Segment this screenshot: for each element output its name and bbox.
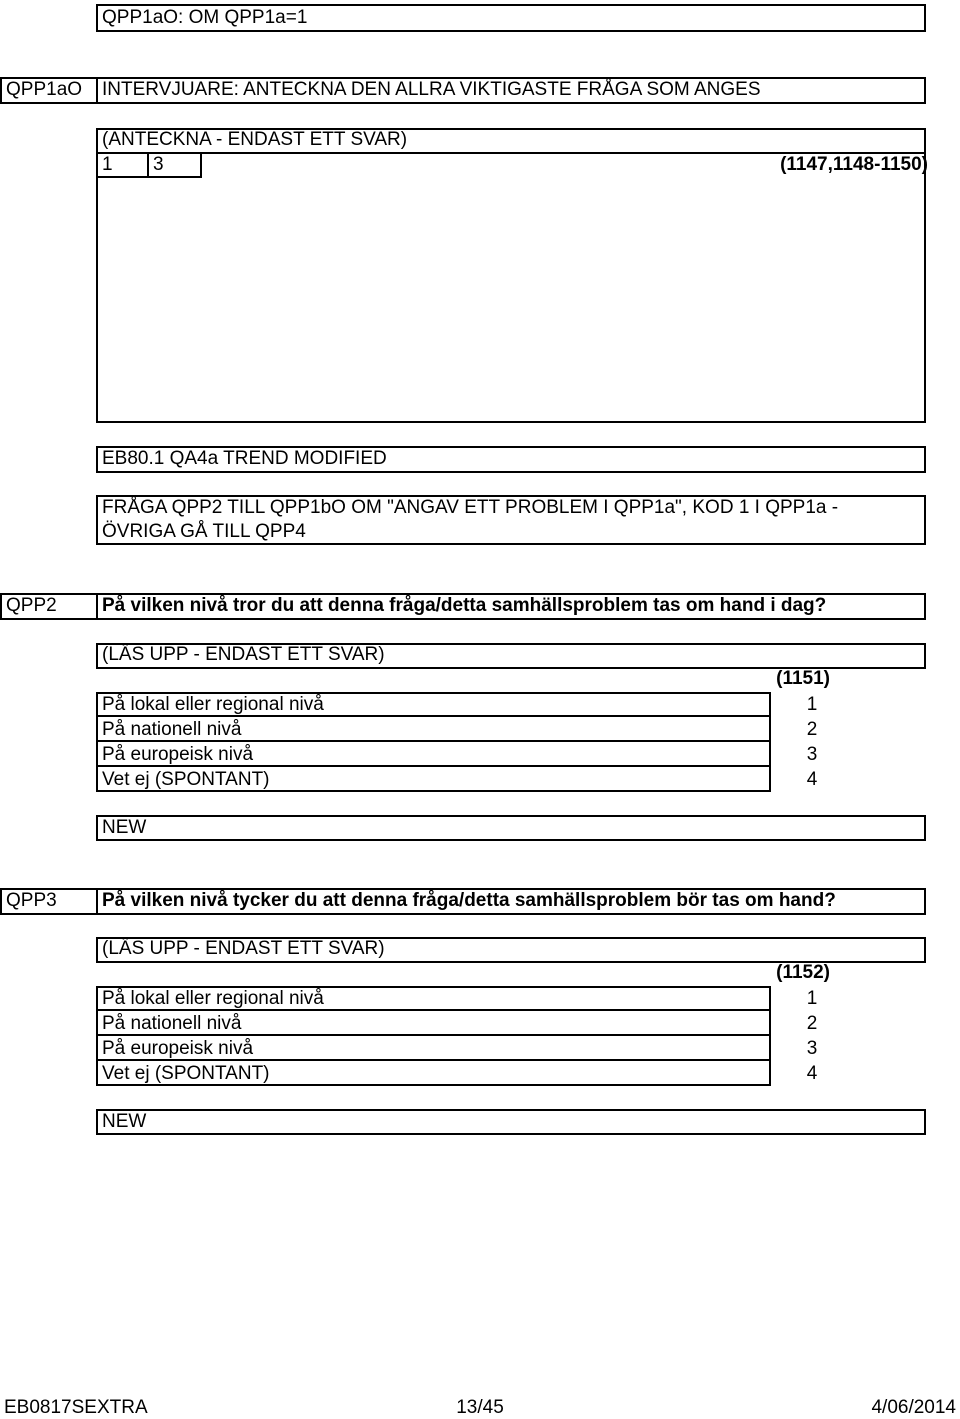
footer-date: 4/06/2014 [871,1397,956,1418]
footer-survey-id: EB0817SEXTRA [4,1397,148,1418]
qpp2-answer-1-code: 1 [806,694,818,715]
qpp1ao-col1: 1 [102,154,113,175]
routing-line-2: ÖVRIGA GÅ TILL QPP4 [102,521,306,542]
qpp2-answer-3-label: På europeisk nivå [102,744,254,765]
qpp2-answer-2-code: 2 [806,719,818,740]
qpp2-note: (LÄS UPP - ENDAST ETT SVAR) [102,644,385,665]
qpp1ao-code: QPP1aO [6,79,83,100]
qpp3-note: (LÄS UPP - ENDAST ETT SVAR) [102,938,385,959]
qpp2-answer-4-label: Vet ej (SPONTANT) [102,769,270,790]
qpp1ao-answer-area [96,152,926,423]
footer-page-number: 13/45 [456,1397,504,1418]
qpp3-column: (1152) [776,962,830,983]
qpp2-question: På vilken nivå tror du att denna fråga/detta samhällsproblem tas om hand i dag? [102,595,827,616]
qpp2-column: (1151) [776,668,830,689]
qpp2-answer-1-label: På lokal eller regional nivå [102,694,324,715]
qpp2-answer-2-label: På nationell nivå [102,719,242,740]
routing-line-1: FRÅGA QPP2 TILL QPP1bO OM "ANGAV ETT PROBLEM I QPP1a", KOD 1 I QPP1a - [102,497,839,518]
trend-text: EB80.1 QA4a TREND MODIFIED [102,448,387,469]
qpp1ao-col-divider-2 [200,152,202,178]
qpp2-answer-3-code: 3 [806,744,818,765]
qpp2-tag-box [96,815,926,841]
qpp3-answer-2-code: 2 [806,1013,818,1034]
qpp3-code: QPP3 [6,890,57,911]
qpp2-answer-4-code: 4 [806,769,818,790]
qpp3-answer-3-label: På europeisk nivå [102,1038,254,1059]
qpp1ao-instruction: INTERVJUARE: ANTECKNA DEN ALLRA VIKTIGASTE FRÅGA SOM ANGES [102,79,761,100]
top-filter-text: QPP1aO: OM QPP1a=1 [102,7,308,28]
qpp1ao-col2: 3 [153,154,164,175]
qpp3-question: På vilken nivå tycker du att denna fråga/detta samhällsproblem bör tas om hand? [102,890,836,911]
qpp1ao-header-underline [96,176,202,178]
qpp2-tag: NEW [102,817,147,838]
qpp3-tag: NEW [102,1111,147,1132]
qpp3-tag-box [96,1109,926,1135]
qpp1ao-col-divider-1 [147,152,149,178]
qpp3-answer-4-label: Vet ej (SPONTANT) [102,1063,270,1084]
qpp3-answer-3-code: 3 [806,1038,818,1059]
qpp2-code: QPP2 [6,595,57,616]
qpp3-answer-1-code: 1 [806,988,818,1009]
qpp1ao-columns: (1147,1148-1150) [780,154,928,175]
qpp1ao-note: (ANTECKNA - ENDAST ETT SVAR) [102,129,408,150]
qpp3-answer-2-label: På nationell nivå [102,1013,242,1034]
qpp3-answer-1-label: På lokal eller regional nivå [102,988,324,1009]
qpp3-answer-4-code: 4 [806,1063,818,1084]
